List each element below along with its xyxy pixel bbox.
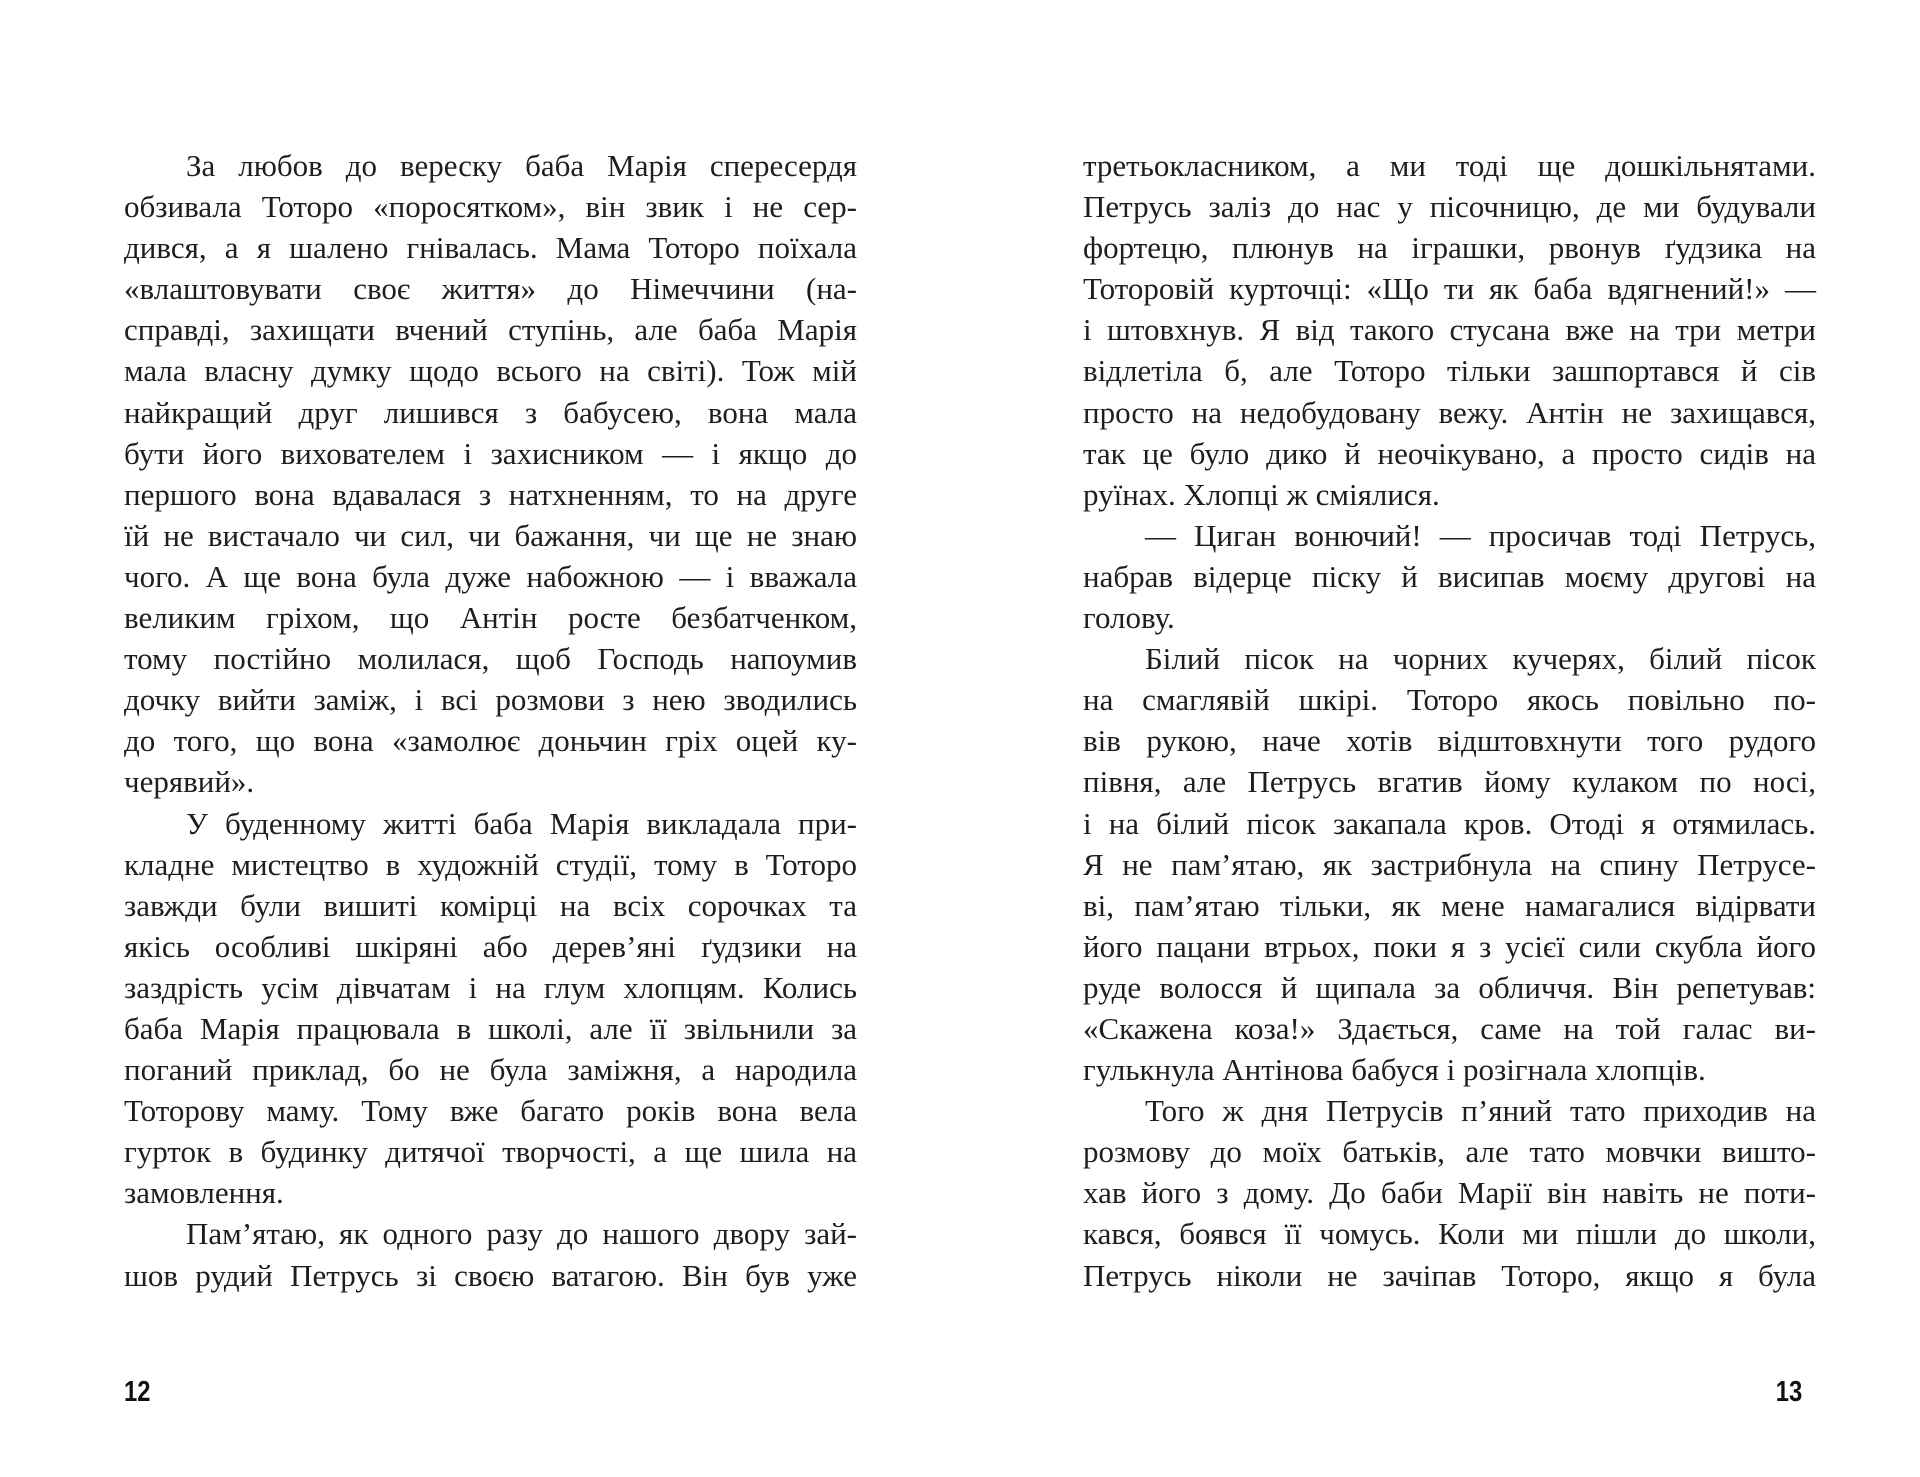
text-line: Того ж дня Петрусів п’яний тато приходив на xyxy=(1145,1093,1816,1129)
paragraph xyxy=(1083,145,1816,515)
text-line: ві, пам’ятаю тільки, як мене намагалися відірвати xyxy=(1083,887,1816,923)
text-line: кався, боявся її чомусь. Коли ми пішли до школи, xyxy=(1083,1216,1816,1252)
text-line: першого вона вдавалася з натхненням, то на друге xyxy=(124,476,857,512)
text-line: третьокласником, а ми тоді ще дошкільнятами. xyxy=(1083,148,1816,183)
text-line: бути його вихователем і захисником — і якщо до xyxy=(124,435,857,471)
text-line: замовлення. xyxy=(124,1175,284,1211)
text-line: до того, що вона «замолює доньчин гріх оцей ку- xyxy=(124,723,857,759)
text-line: хав його з дому. До баби Марії він навіть не поти- xyxy=(1083,1175,1816,1211)
text-line: Петрусь заліз до нас у пісочницю, де ми будували xyxy=(1083,189,1816,225)
text-line: завжди були вишиті комірці на всіх сорочках та xyxy=(124,887,857,923)
paragraph xyxy=(124,1213,857,1295)
text-line: набрав відерце піску й висипав моєму другові на xyxy=(1083,558,1816,594)
left-page-text xyxy=(124,145,857,1296)
text-line: його пацани втрьох, поки я з усієї сили скубла його xyxy=(1083,928,1816,964)
paragraph xyxy=(124,803,857,1214)
text-line: справді, захищати вчений ступінь, але баба Марія xyxy=(124,312,857,348)
right-page-text xyxy=(1083,145,1816,1296)
text-line: розмову до моїх батьків, але тато мовчки вишто- xyxy=(1083,1134,1816,1170)
text-line: дився, а я шалено гнівалась. Мама Тоторо поїхала xyxy=(124,230,857,266)
text-line: фортецю, плюнув на іграшки, рвонув ґудзика на xyxy=(1083,230,1816,266)
text-line: За любов до вереску баба Марія спересердя xyxy=(186,148,857,183)
text-line: баба Марія працювала в школі, але її звільнили за xyxy=(124,1010,857,1046)
paragraph xyxy=(124,145,857,803)
text-line: У буденному житті баба Марія викладала при- xyxy=(186,805,857,841)
text-line: поганий приклад, бо не була заміжня, а народила xyxy=(124,1052,857,1088)
text-line: Тоторову маму. Тому вже багато років вона вела xyxy=(124,1093,857,1129)
text-line: обзивала Тоторо «поросятком», він звик і не сер- xyxy=(124,189,857,225)
text-line: заздрість усім дівчатам і на глум хлопцям. Колись xyxy=(124,969,857,1005)
text-line: Петрусь ніколи не зачіпав Тоторо, якщо я була xyxy=(1083,1257,1816,1293)
text-line: якісь особливі шкіряні або дерев’яні ґудзики на xyxy=(124,928,857,964)
text-line: їй не вистачало чи сил, чи бажання, чи ще не знаю xyxy=(124,517,857,553)
text-line: так це було дико й неочікувано, а просто сидів на xyxy=(1083,435,1816,471)
text-line: чого. А ще вона була дуже набожною — і вважала xyxy=(124,558,857,594)
text-line: дочку вийти заміж, і всі розмови з нею зводились xyxy=(124,682,857,718)
text-line: «влаштовувати своє життя» до Німеччини (на- xyxy=(124,271,857,307)
text-line: і на білий пісок закапала кров. Отоді я отямилась. xyxy=(1083,805,1816,841)
page-number-left: 12 xyxy=(124,1376,151,1408)
text-line: шов рудий Петрусь зі своєю ватагою. Він був уже xyxy=(124,1257,857,1293)
paragraph xyxy=(1083,515,1816,638)
text-line: кладне мистецтво в художній студії, тому в Тоторо xyxy=(124,846,857,882)
text-line: Я не пам’ятаю, як застрибнула на спину Петрусе- xyxy=(1083,846,1816,882)
paragraph xyxy=(1083,1090,1816,1295)
text-line: гурток в будинку дитячої творчості, а ще шила на xyxy=(124,1134,857,1170)
text-line: Пам’ятаю, як одного разу до нашого двору зай- xyxy=(186,1216,857,1252)
text-line: мала власну думку щодо всього на світі). Тож мій xyxy=(124,353,857,389)
text-line: голову. xyxy=(1083,600,1175,636)
text-line: півня, але Петрусь вгатив йому кулаком по носі, xyxy=(1083,764,1816,800)
text-line: вів рукою, наче хотів відштовхнути того рудого xyxy=(1083,723,1816,759)
text-line: просто на недобудовану вежу. Антін не захищався, xyxy=(1083,394,1816,430)
text-line: і штовхнув. Я від такого стусана вже на три метри xyxy=(1083,312,1816,348)
text-line: Білий пісок на чорних кучерях, білий пісок xyxy=(1145,641,1816,677)
text-line: руїнах. Хлопці ж сміялися. xyxy=(1083,476,1440,512)
text-line: Тоторовій курточці: «Що ти як баба вдягнений!» — xyxy=(1083,271,1816,307)
page-number-right: 13 xyxy=(1775,1376,1803,1408)
paragraph xyxy=(1083,638,1816,1090)
text-line: черявий». xyxy=(124,764,255,800)
text-line: відлетіла б, але Тоторо тільки зашпортався й сів xyxy=(1083,353,1816,389)
text-line: великим гріхом, що Антін росте безбатченком, xyxy=(124,600,857,636)
text-line: — Циган вонючий! — просичав тоді Петрусь, xyxy=(1145,517,1816,553)
text-line: на смаглявій шкірі. Тоторо якось повільно по- xyxy=(1083,682,1816,718)
text-line: тому постійно молилася, щоб Господь напоумив xyxy=(124,641,857,677)
text-line: «Скажена коза!» Здається, саме на той галас ви- xyxy=(1083,1010,1816,1046)
text-line: гулькнула Антінова бабуся і розігнала хлопців. xyxy=(1083,1052,1706,1088)
text-line: руде волосся й щипала за обличчя. Він репетував: xyxy=(1083,969,1816,1005)
text-line: найкращий друг лишився з бабусею, вона мала xyxy=(124,394,857,430)
